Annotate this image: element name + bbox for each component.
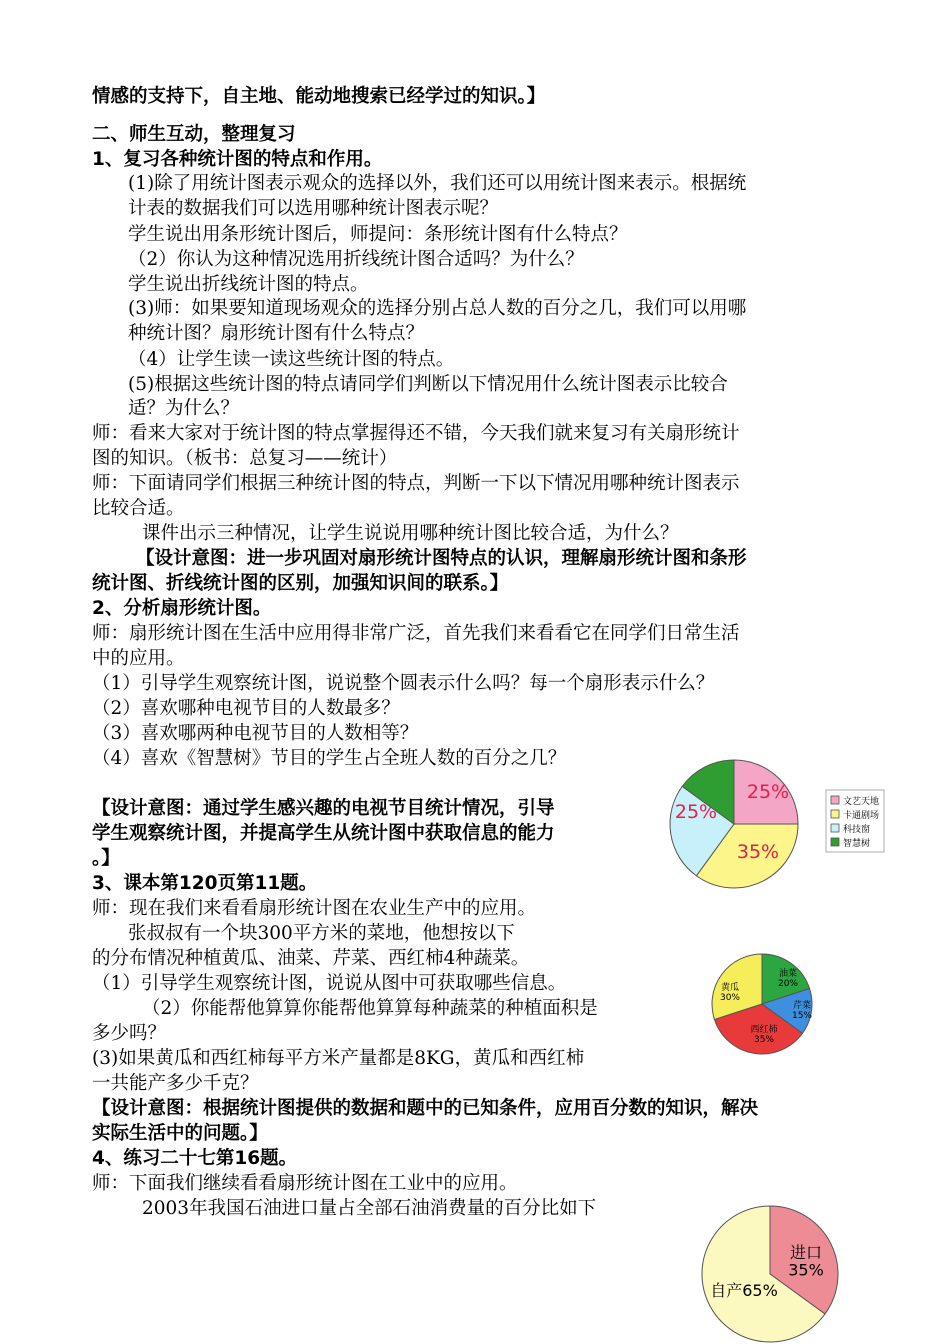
- legend-swatch: [831, 810, 839, 818]
- text-line: （2）喜欢哪种电视节目的人数最多？: [92, 698, 400, 719]
- slice-label: 西红柿 35%: [750, 1025, 778, 1045]
- vegetable-pie-chart: [700, 948, 840, 1068]
- slice-label: 油菜 20%: [777, 969, 799, 989]
- text-line: 。】: [92, 848, 120, 869]
- text-line: 计表的数据我们可以选用哪种统计图表示呢？: [128, 198, 499, 219]
- legend-label: 智慧树: [843, 839, 871, 849]
- legend-label: 科技窗: [843, 825, 871, 835]
- text-line: 师：看来大家对于统计图的特点掌握得还不错，今天我们就来复习有关扇形统计: [92, 423, 740, 444]
- text-line: 统计图、折线统计图的区别，加强知识间的联系。】: [92, 573, 509, 594]
- text-line: 2、分析扇形统计图。: [92, 598, 272, 619]
- text-line: 【设计意图：进一步巩固对扇形统计图特点的认识，理解扇形统计图和条形: [136, 548, 747, 569]
- text-line: 中的应用。: [92, 648, 185, 669]
- text-line: 情感的支持下，自主地、能动地搜索已经学过的知识。】: [92, 86, 546, 107]
- text-line: （4）喜欢《智慧树》节目的学生占全班人数的百分之几？: [92, 748, 567, 769]
- text-line: （3）喜欢哪两种电视节目的人数相等？: [92, 723, 419, 744]
- text-line: (1)除了用统计图表示观众的选择以外，我们还可以用统计图来表示。根据统: [128, 173, 747, 194]
- text-line: 1、复习各种统计图的特点和作用。: [92, 149, 383, 170]
- legend-label: 卡通剧场: [843, 811, 880, 821]
- text-line: 二、师生互动，整理复习: [92, 124, 296, 145]
- slice-label: 进口 35%: [788, 1243, 824, 1280]
- text-line: 3、课本第120页第11题。: [92, 873, 318, 894]
- text-line: 师：下面我们继续看看扇形统计图在工业中的应用。: [92, 1173, 518, 1194]
- text-line: （4）让学生读一读这些统计图的特点。: [128, 349, 455, 370]
- legend-label: 文艺天地: [843, 797, 880, 807]
- text-line: (3)如果黄瓜和西红柿每平方米产量都是8KG，黄瓜和西红柿: [92, 1048, 585, 1069]
- text-line: （2）你认为这种情况选用折线统计图合适吗？为什么？: [128, 249, 584, 270]
- slice-label: 25%: [674, 801, 718, 823]
- text-line: 【设计意图：根据统计图提供的数据和题中的已知条件，应用百分数的知识，解决: [92, 1098, 759, 1119]
- text-line: 学生说出用条形统计图后，师提问：条形统计图有什么特点？: [128, 224, 628, 245]
- text-line: 师：现在我们来看看扇形统计图在农业生产中的应用。: [92, 898, 537, 919]
- slice-label: 黄瓜 30%: [719, 983, 741, 1003]
- slice-label: 35%: [736, 841, 780, 863]
- text-line: 张叔叔有一个块300平方米的菜地，他想按以下: [128, 923, 515, 944]
- text-line: （1）引导学生观察统计图，说说从图中可获取哪些信息。: [92, 973, 567, 994]
- text-line: (3)师：如果要知道现场观众的选择分别占总人数的百分之几，我们可以用哪: [128, 298, 747, 319]
- text-line: 4、练习二十七第16题。: [92, 1148, 298, 1169]
- slice-label: 芹菜 15%: [791, 1001, 813, 1021]
- text-line: 一共能产多少千克？: [92, 1073, 259, 1094]
- text-line: 师：扇形统计图在生活中应用得非常广泛，首先我们来看看它在同学们日常生活: [92, 623, 740, 644]
- text-line: 课件出示三种情况，让学生说说用哪种统计图比较合适，为什么？: [142, 523, 679, 544]
- text-line: 的分布情况种植黄瓜、油菜、芹菜、西红柿4种蔬菜。: [92, 948, 530, 969]
- text-line: 师：下面请同学们根据三种统计图的特点，判断一下以下情况用哪种统计图表示: [92, 473, 740, 494]
- text-line: 适？为什么？: [128, 398, 240, 419]
- text-line: 【设计意图：通过学生感兴趣的电视节目统计情况，引导: [92, 798, 555, 819]
- text-line: 多少吗？: [92, 1023, 167, 1044]
- text-line: 学生观察统计图，并提高学生从统计图中获取信息的能力: [92, 823, 555, 844]
- text-line: 比较合适。: [92, 498, 185, 519]
- legend-swatch: [831, 796, 839, 804]
- text-line: （2）你能帮他算算你能帮他算算每种蔬菜的种植面积是: [142, 998, 598, 1019]
- text-line: （1）引导学生观察统计图，说说整个圆表示什么吗？每一个扇形表示什么？: [92, 673, 715, 694]
- slice-label: 25%: [746, 781, 790, 803]
- text-line: (5)根据这些统计图的特点请同学们判断以下情况用什么统计图表示比较合: [128, 374, 728, 395]
- legend-swatch: [831, 838, 839, 846]
- text-line: 实际生活中的问题。】: [92, 1123, 268, 1144]
- text-line: 2003年我国石油进口量占全部石油消费量的百分比如下: [142, 1198, 597, 1219]
- slice-label: 自产65%: [710, 1281, 778, 1300]
- text-line: 图的知识。（板书：总复习——统计）: [92, 448, 398, 469]
- text-line: 学生说出折线统计图的特点。: [128, 274, 369, 295]
- oil-import-pie-chart: [700, 1198, 850, 1344]
- legend-swatch: [831, 824, 839, 832]
- text-line: 种统计图？扇形统计图有什么特点？: [128, 323, 425, 344]
- tv-program-pie-chart: [668, 746, 928, 906]
